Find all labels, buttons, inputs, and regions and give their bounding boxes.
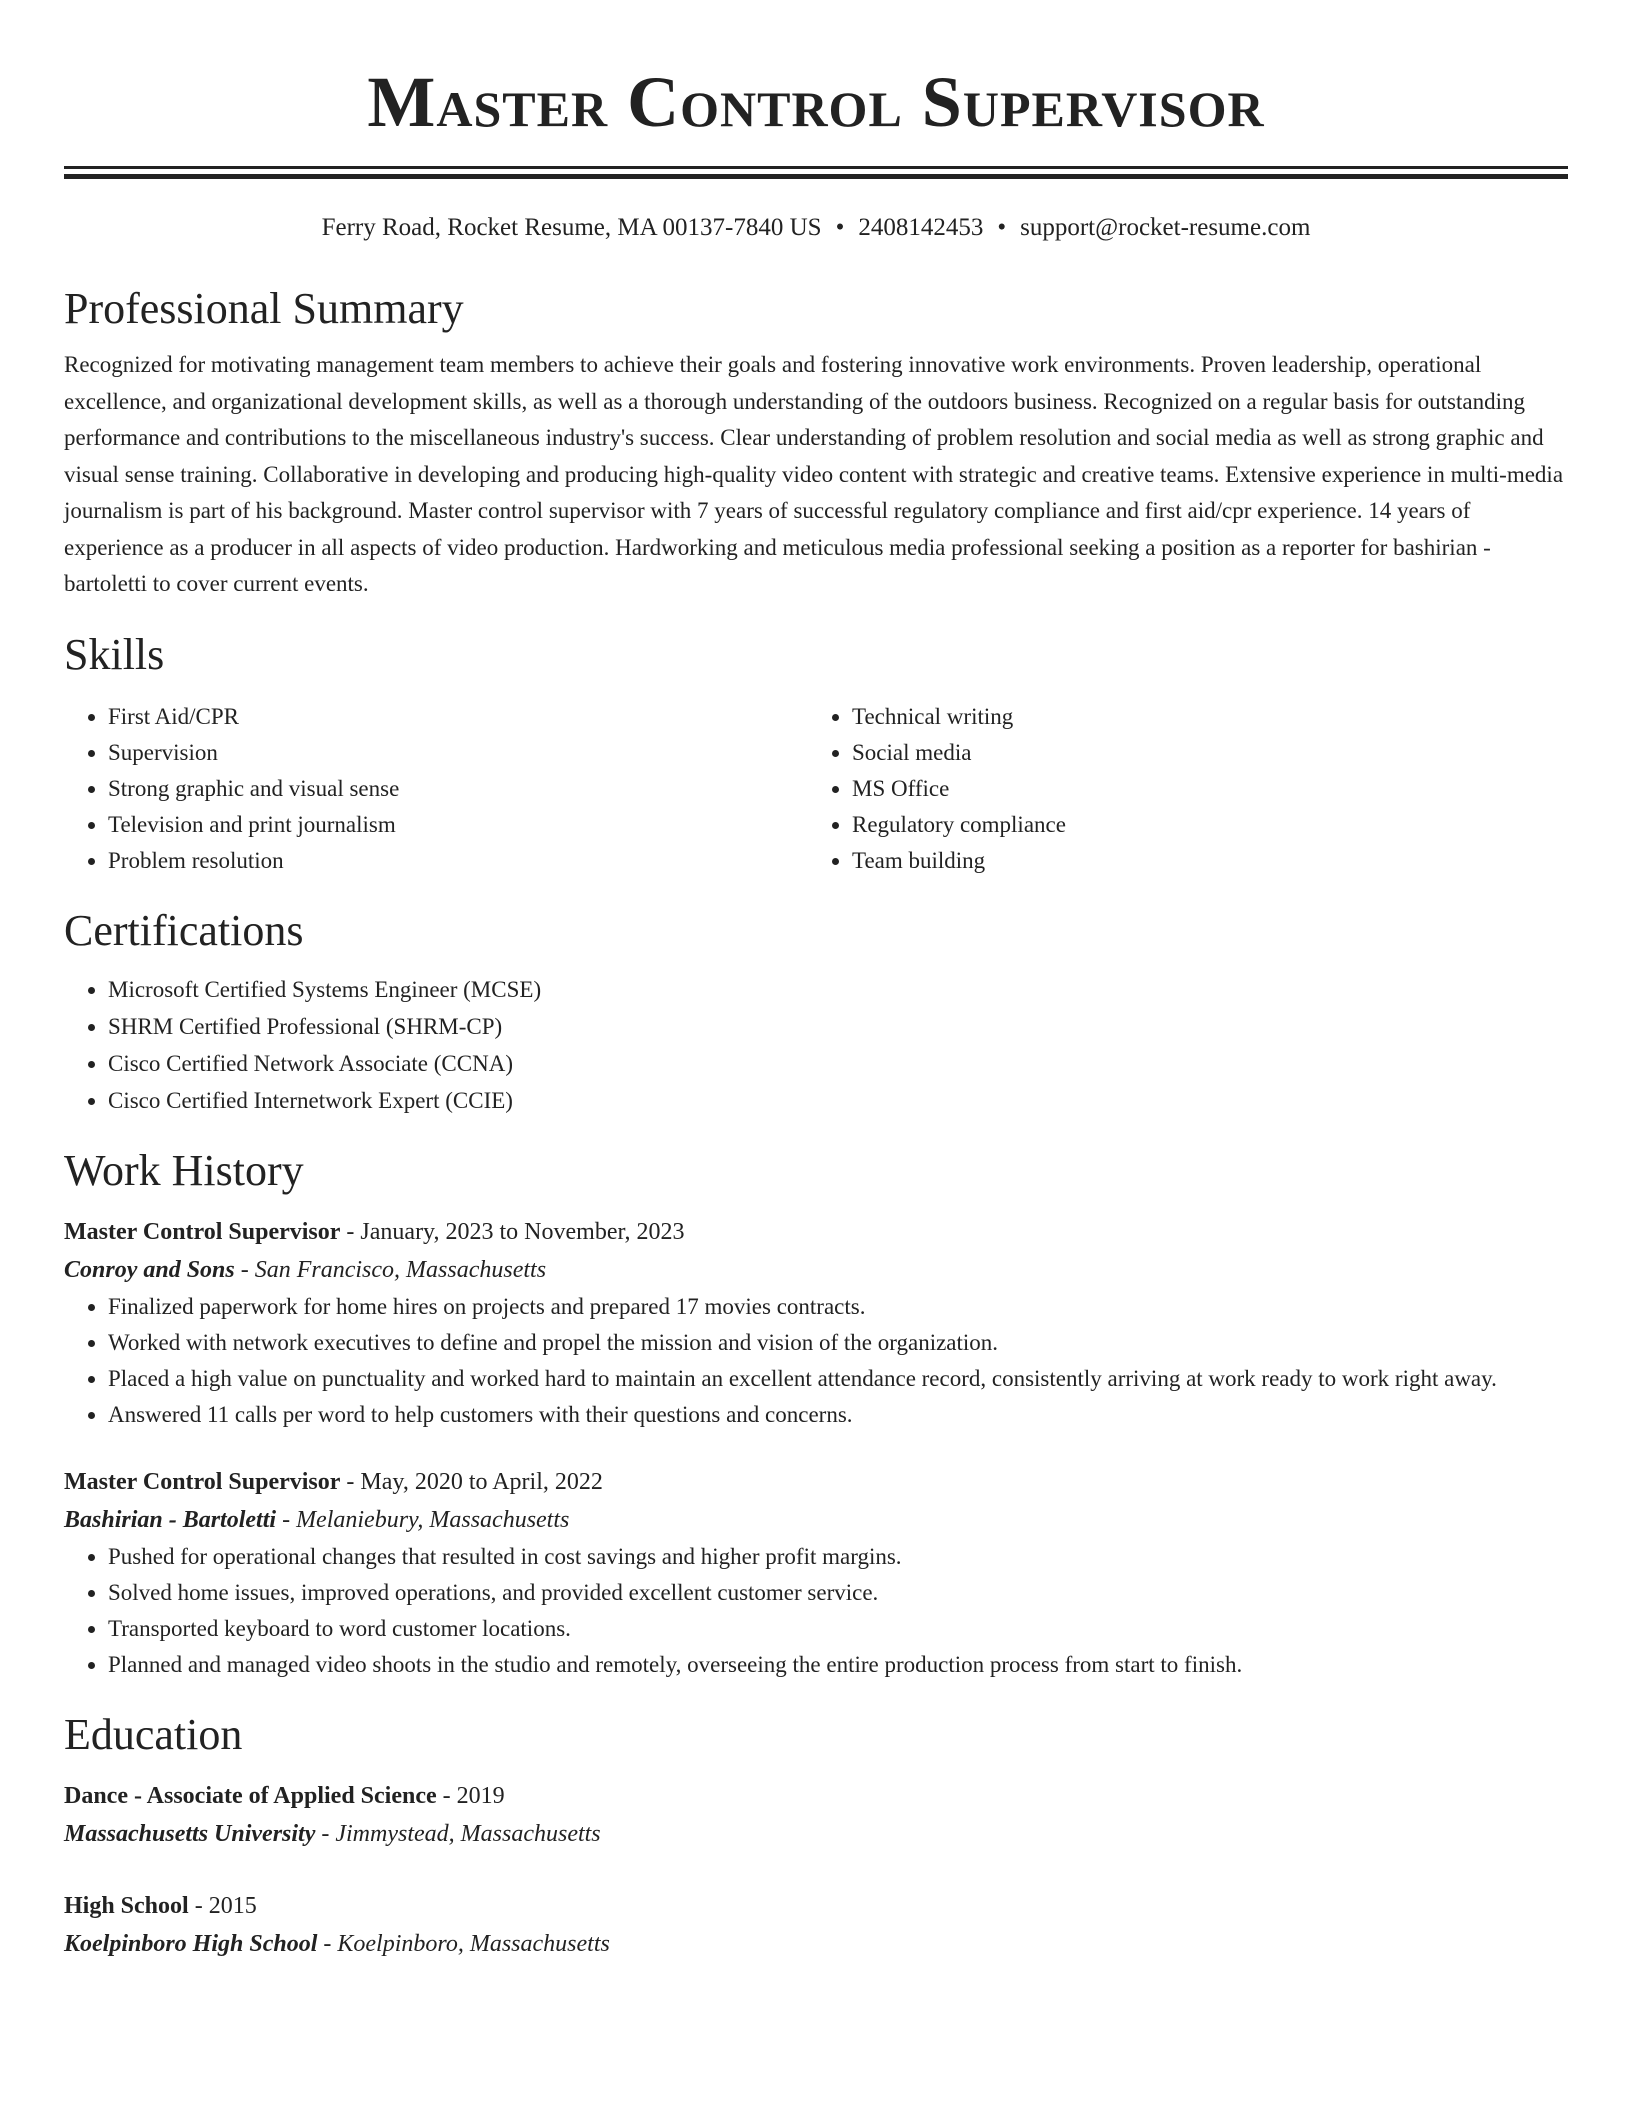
contact-separator: • [835, 214, 845, 241]
contact-separator: • [997, 214, 1007, 241]
header-rule-bottom [64, 174, 1568, 179]
skill-item: • Television and print journalism [108, 807, 808, 843]
job-entry [64, 1463, 1568, 1683]
contact-line [64, 213, 1568, 243]
education-entry [64, 1777, 1568, 1853]
education-school: Massachusetts University [64, 1820, 316, 1847]
job-dates: January, 2023 to November, 2023 [360, 1218, 685, 1245]
education-school-line: Massachusetts University - Jimmystead, Massachusetts [64, 1820, 601, 1847]
education-location: Jimmystead, Massachusetts [335, 1820, 601, 1847]
job-entry [64, 1213, 1568, 1433]
job-company: Bashirian - Bartoletti [64, 1506, 277, 1533]
skill-item: • MS Office [852, 771, 1552, 807]
skill-item: • Supervision [108, 735, 808, 771]
job-heading: Master Control Supervisor - January, 2023 to November, 2023 [64, 1218, 685, 1245]
skill-item: • Strong graphic and visual sense [108, 771, 808, 807]
job-duty: • Solved home issues, improved operations, and provided excellent customer service. [108, 1575, 1568, 1611]
education-heading: Education [64, 1709, 243, 1759]
skill-item: • Regulatory compliance [852, 807, 1552, 843]
job-duty: • Finalized paperwork for home hires on projects and prepared 17 movies contracts. [108, 1289, 1568, 1325]
education-year: 2015 [208, 1892, 257, 1919]
skills-column-right [808, 699, 1552, 879]
summary-text: Recognized for motivating management team members to achieve their goals and fostering innovative work environments. Proven leadership, operational excellence, and organizational development skills, as well as a thorough understanding of the outdoors business. Recognized on a regular basis for outstanding performance and contributions to the miscellaneous industry's success. Clear understanding of problem resolution and social media as well as strong graphic and visual sense training. Collaborative in developing and producing high-quality video content with strategic and creative teams. Extensive experience in multi-media journalism is part of his background. Master control supervisor with 7 years of successful regulatory compliance and first aid/cpr experience. 14 years of experience as a producer in all aspects of video production. Hardworking and meticulous media professional seeking a position as a reporter for bashirian - bartoletti to cover current events. [64, 352, 1564, 596]
certification-item: • Cisco Certified Internetwork Expert (CCIE) [108, 1082, 1568, 1119]
education-location: Koelpinboro, Massachusetts [337, 1930, 610, 1957]
job-role: Master Control Supervisor [64, 1468, 341, 1495]
skills-column-left [64, 699, 808, 879]
education-degree: High School [64, 1892, 189, 1919]
skill-item: • First Aid/CPR [108, 699, 808, 735]
job-duties-list [64, 1539, 1568, 1683]
certifications-heading: Certifications [64, 905, 304, 955]
job-employer: Bashirian - Bartoletti - Melaniebury, Massachusetts [64, 1506, 570, 1533]
certification-item: • SHRM Certified Professional (SHRM-CP) [108, 1008, 1568, 1045]
skill-item: • Problem resolution [108, 843, 808, 879]
certifications-list [64, 971, 1568, 1119]
job-location: Melaniebury, Massachusetts [296, 1506, 570, 1533]
job-heading: Master Control Supervisor - May, 2020 to April, 2022 [64, 1468, 603, 1495]
job-duty: • Pushed for operational changes that resulted in cost savings and higher profit margins. [108, 1539, 1568, 1575]
job-role: Master Control Supervisor [64, 1218, 341, 1245]
job-dates: May, 2020 to April, 2022 [360, 1468, 603, 1495]
job-company: Conroy and Sons [64, 1256, 235, 1283]
certification-item: • Cisco Certified Network Associate (CCNA) [108, 1045, 1568, 1082]
education-degree: Dance - Associate of Applied Science [64, 1782, 437, 1809]
job-duty: • Worked with network executives to define and propel the mission and vision of the organization. [108, 1325, 1568, 1361]
summary-heading: Professional Summary [64, 284, 464, 333]
job-duty: • Transported keyboard to word customer locations. [108, 1611, 1568, 1647]
job-duties-list [64, 1289, 1568, 1433]
skill-item: • Team building [852, 843, 1552, 879]
skill-item: • Social media [852, 735, 1552, 771]
job-duty: • Planned and managed video shoots in the studio and remotely, overseeing the entire production process from start to finish. [108, 1647, 1568, 1683]
job-duty: • Placed a high value on punctuality and worked hard to maintain an excellent attendance record, consistently arriving at work ready to work right away. [108, 1361, 1568, 1397]
education-entry [64, 1887, 1568, 1963]
resume-name: Master Control Supervisor [367, 62, 1265, 142]
job-duty: • Answered 11 calls per word to help customers with their questions and concerns. [108, 1397, 1568, 1433]
skills-heading: Skills [64, 629, 165, 679]
contact-address: Ferry Road, Rocket Resume, MA 00137-7840 US [321, 214, 822, 241]
work-history-heading: Work History [64, 1145, 304, 1195]
certification-item: • Microsoft Certified Systems Engineer (MCSE) [108, 971, 1568, 1008]
education-school: Koelpinboro High School [64, 1930, 318, 1957]
skill-item: • Technical writing [852, 699, 1552, 735]
job-location: San Francisco, Massachusetts [254, 1256, 547, 1283]
skills-list-left [64, 699, 808, 879]
contact-email: support@rocket-resume.com [1020, 214, 1311, 241]
skills-list-right [808, 699, 1552, 879]
education-heading-line: Dance - Associate of Applied Science - 2019 [64, 1782, 505, 1809]
header-rule-top [64, 166, 1568, 169]
contact-phone: 2408142453 [858, 214, 984, 241]
education-school-line: Koelpinboro High School - Koelpinboro, Massachusetts [64, 1930, 610, 1957]
education-year: 2019 [456, 1782, 505, 1809]
education-heading-line: High School - 2015 [64, 1892, 257, 1919]
job-employer: Conroy and Sons - San Francisco, Massachusetts [64, 1256, 547, 1283]
skills-grid [64, 699, 1568, 879]
